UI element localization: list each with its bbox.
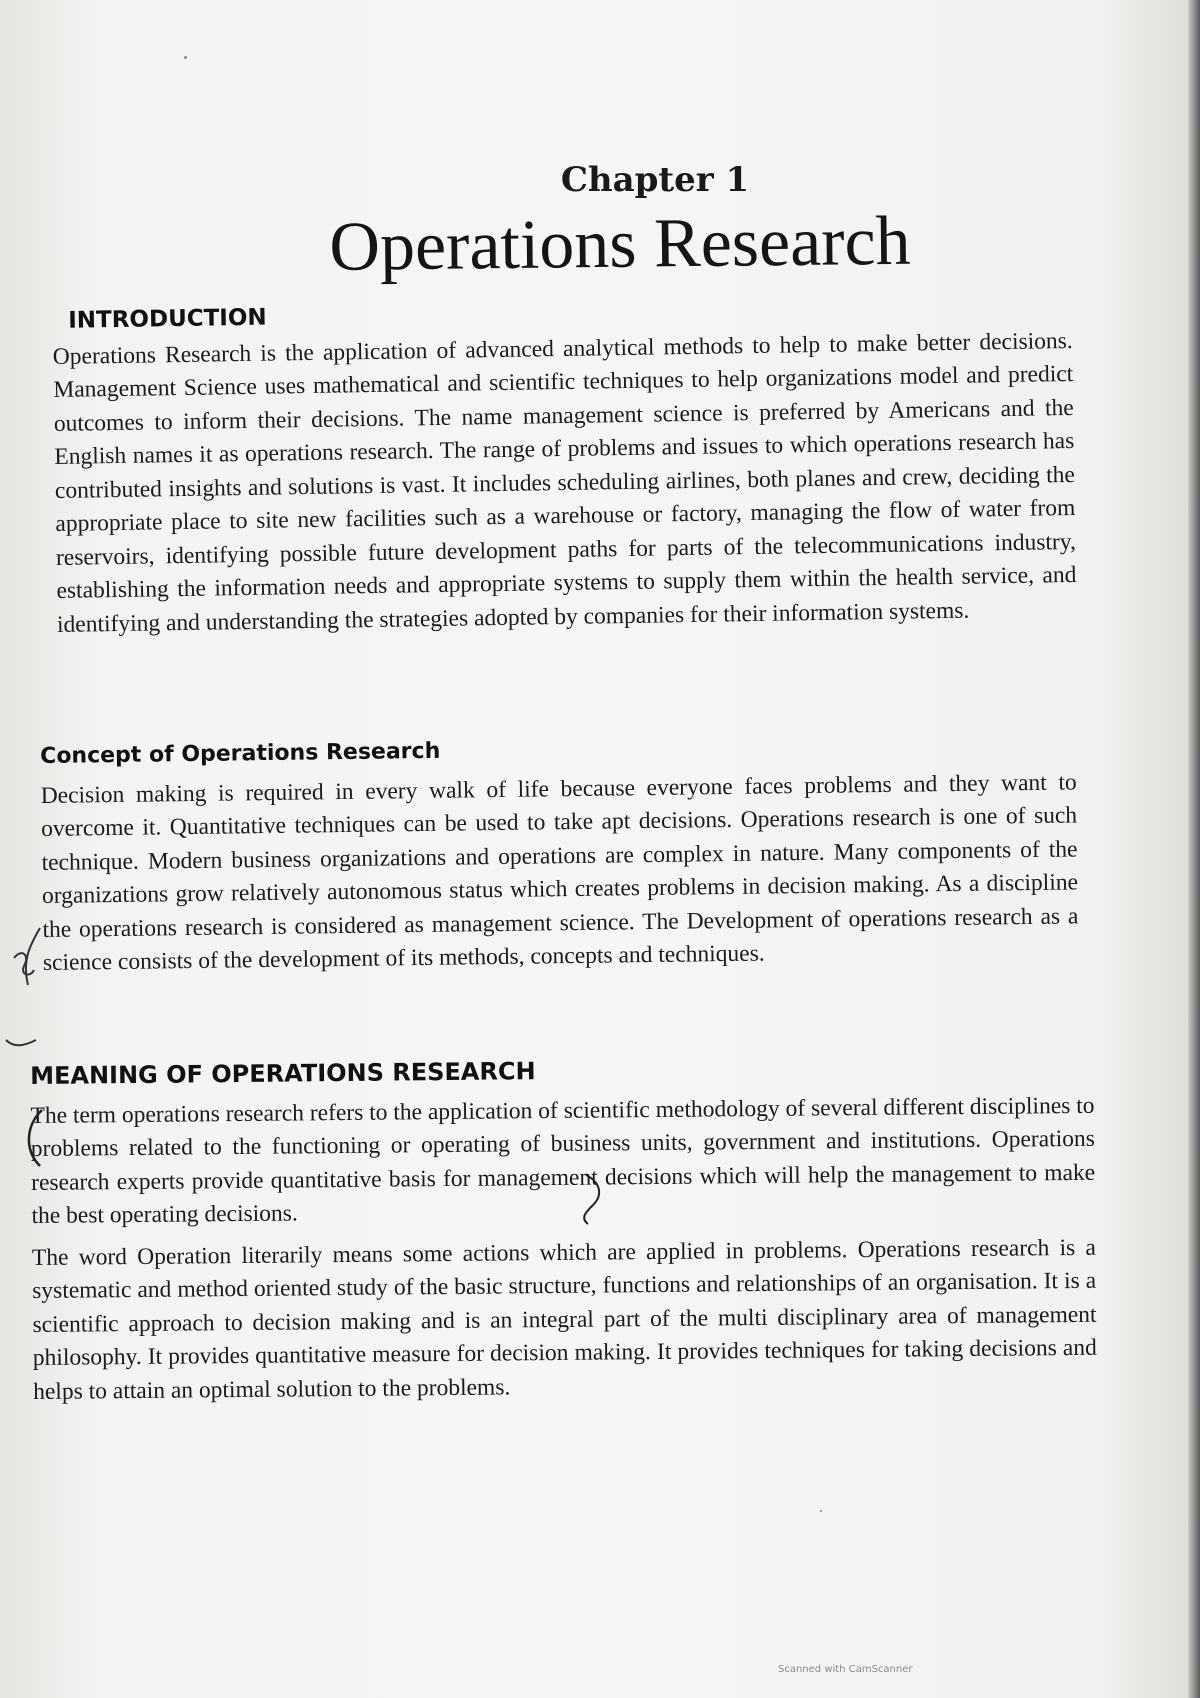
section-paragraph: Operations Research is the application of advanced analytical methods to help to make better decisions. Management Science uses mathematical and scientific techniques to help organizations model and predict outcomes to inform their decisions. The name management science is preferred by Americans and the English names it as operations research. The range of problems and issues to which operations research has contributed insights and solutions is vast. It includes scheduling airlines, both planes and crew, deciding the appropriate place to site new facilities such as a warehouse or factory, managing the flow of water from reservoirs, identifying possible future development paths for parts of the telecommunications industry, establishing the information needs and appropriate systems to supply them within the health service, and identifying and understanding the strategies adopted by companies for their information systems. — [52, 327, 1077, 638]
scan-speck — [820, 1510, 822, 1512]
section-paragraph: The word Operation literarily means some actions which are applied in problems. Operations research is a systematic and method oriented study of the basic structure, functions and relationships of an organisation. It is a scientific approach to decision making and is an integral part of the multi disciplinary area of management philosophy. It provides quantitative measure for decision making. It provides techniques for taking decisions and helps to attain an optimal solution to the problems. — [31, 1234, 1097, 1405]
section-heading: MEANING OF OPERATIONS RESEARCH — [30, 1057, 536, 1090]
chapter-title: Operations Research — [329, 202, 911, 286]
section-concept — [40, 726, 1079, 980]
section-meaning — [30, 1050, 1097, 1409]
section-introduction — [52, 289, 1077, 642]
section-paragraph: The term operations research refers to the application of scientific methodology of several different disciplines to problems related to the functioning or operating of business units, government and institutions. Operations research experts provide quantitative basis for management decisions which will help the management to make the best operating decisions. — [30, 1092, 1096, 1229]
section-heading: Concept of Operations Research — [40, 738, 441, 769]
page-edge-shadow — [1188, 0, 1200, 1698]
scanner-watermark: Scanned with CamScanner — [778, 1664, 913, 1675]
section-paragraph: Decision making is required in every walk of life because everyone faces problems and they want to overcome it. Quantitative techniques can be used to take apt decisions. Operations research is one of such technique. Modern business organizations and operations are complex in nature. Many components of the organizations grow relatively autonomous status which creates problems in decision making. As a discipline the operations research is considered as management science. The Development of operations research as a science consists of the development of its methods, concepts and techniques. — [40, 768, 1079, 976]
scan-speck — [184, 56, 187, 59]
chapter-label: Chapter 1 — [560, 160, 750, 200]
section-heading: INTRODUCTION — [68, 304, 267, 334]
